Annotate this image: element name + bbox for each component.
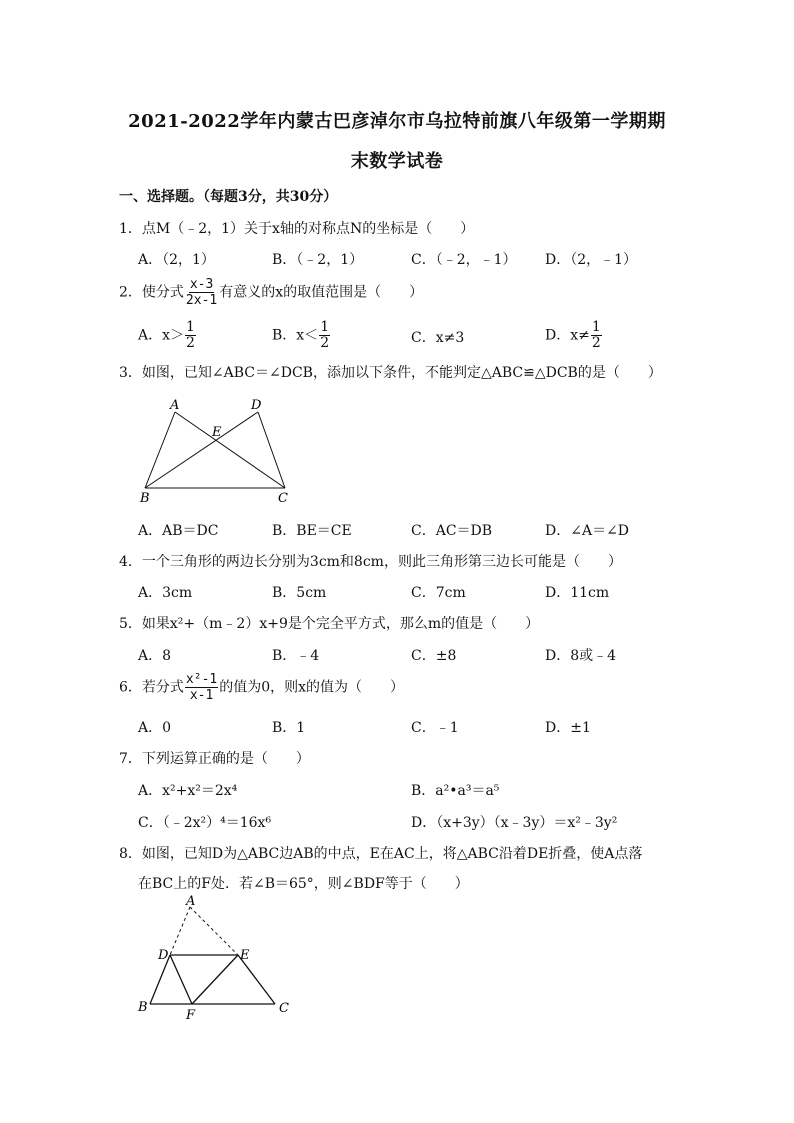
q6-stem-pre: 6．若分式 — [119, 679, 184, 696]
q2-stem-post: 有意义的x的取值范围是（ ） — [219, 284, 424, 301]
segment-ae-dashed — [190, 907, 238, 955]
frac-num: 1 — [320, 319, 330, 335]
segment-dc — [258, 412, 285, 488]
q1-option-d: D．（2，﹣1） — [545, 252, 638, 268]
q1-option-b: B．（﹣2，1） — [272, 252, 364, 268]
question-8-stem-line1: 8．如图，已知D为△ABC边AB的中点，E在AC上，将△ABC沿着DE折叠，使A点落 — [119, 846, 643, 862]
q2-option-d — [545, 320, 603, 351]
q7-option-b: B．a²•a³＝a⁵ — [411, 783, 500, 799]
q2-option-b-frac — [319, 320, 330, 351]
label-a: A — [186, 894, 196, 909]
q3-option-c: C．AC＝DB — [411, 523, 493, 539]
q2-option-d-frac — [591, 320, 602, 351]
q7-option-d: D．（x+3y）（x﹣3y）＝x²﹣3y² — [411, 815, 618, 831]
question-8-stem-line2: 在BC上的F处．若∠B＝65°，则∠BDF等于（ ） — [138, 876, 469, 892]
q5-option-c: C．±8 — [411, 648, 457, 664]
q2-frac-den: 2x-1 — [185, 293, 218, 308]
segment-ef — [192, 955, 238, 1004]
question-1-stem: 1．点M（﹣2，1）关于x轴的对称点N的坐标是（ ） — [119, 221, 475, 237]
q2-option-a — [138, 320, 197, 351]
q2-fraction — [185, 277, 218, 308]
label-c: C — [278, 491, 288, 506]
question-6-stem — [119, 672, 404, 703]
label-b: B — [138, 1000, 148, 1015]
q1-option-c: C．（﹣2，﹣1） — [411, 252, 517, 268]
q3-option-d: D．∠A＝∠D — [545, 523, 630, 539]
q4-option-c: C．7cm — [411, 585, 466, 601]
q2-option-b — [272, 320, 331, 351]
q6-frac-den: x-1 — [189, 688, 214, 703]
q6-fraction — [185, 672, 218, 703]
q5-option-a: A．8 — [138, 648, 172, 664]
q5-option-b: B．﹣4 — [272, 648, 320, 664]
label-b: B — [140, 491, 150, 506]
question-3-stem: 3．如图，已知∠ABC＝∠DCB，添加以下条件，不能判定△ABC≌△DCB的是（ ） — [119, 365, 662, 381]
q4-option-a: A．3cm — [138, 585, 193, 601]
label-e: E — [240, 948, 250, 963]
label-d: D — [158, 948, 169, 963]
q6-option-b: B．1 — [272, 720, 306, 736]
q4-option-d: D．11cm — [545, 585, 610, 601]
q2-option-d-label: D．x≠ — [545, 327, 590, 344]
question-4-stem: 4．一个三角形的两边长分别为3cm和8cm，则此三角形第三边长可能是（ ） — [119, 554, 622, 570]
q6-option-d: D．±1 — [545, 720, 591, 736]
q7-option-a: A．x²+x²＝2x⁴ — [138, 783, 238, 799]
q2-stem-pre: 2．使分式 — [119, 284, 184, 301]
exam-title-line2: 末数学试卷 — [350, 151, 444, 172]
q2-option-a-label: A．x＞ — [138, 327, 185, 344]
label-e: E — [212, 425, 222, 440]
frac-den: 2 — [320, 335, 330, 351]
label-c: C — [279, 1001, 289, 1016]
q7-option-c: C．（﹣2x²）⁴＝16x⁶ — [138, 815, 272, 831]
q2-option-a-frac — [185, 320, 196, 351]
label-f: F — [186, 1008, 196, 1023]
question-2-stem — [119, 277, 423, 308]
question-7-stem: 7．下列运算正确的是（ ） — [119, 751, 310, 767]
q6-frac-num: x²-1 — [185, 672, 218, 687]
q2-option-b-label: B．x＜ — [272, 327, 319, 344]
q3-option-b: B．BE＝CE — [272, 523, 352, 539]
q1-option-a: A．（2，1） — [138, 252, 215, 268]
segment-df — [170, 955, 192, 1004]
label-d: D — [251, 398, 262, 413]
q5-option-d: D．8或﹣4 — [545, 648, 617, 664]
segment-ac — [175, 412, 285, 488]
q6-stem-post: 的值为0，则x的值为（ ） — [219, 679, 405, 696]
q8-figure — [130, 893, 300, 1023]
frac-den: 2 — [186, 335, 195, 351]
segment-ad-dashed — [170, 907, 190, 955]
segment-ab — [145, 412, 175, 488]
q6-option-a: A．0 — [138, 720, 172, 736]
label-a: A — [170, 398, 180, 413]
q6-option-c: C．﹣1 — [411, 720, 459, 736]
q4-option-b: B．5cm — [272, 585, 327, 601]
exam-title-line1: 2021-2022学年内蒙古巴彦淖尔市乌拉特前旗八年级第一学期期 — [128, 111, 666, 132]
q2-frac-num: x-3 — [189, 277, 214, 292]
q2-option-c: C．x≠3 — [411, 330, 465, 346]
frac-den: 2 — [591, 335, 601, 351]
q3-figure — [130, 390, 310, 510]
segment-db — [145, 412, 258, 488]
q3-option-a: A．AB＝DC — [138, 523, 219, 539]
frac-num: 1 — [186, 319, 195, 335]
section-heading: 一、选择题。（每题3分，共30分） — [119, 189, 338, 205]
frac-num: 1 — [591, 319, 601, 335]
question-5-stem: 5．如果x²+（m﹣2）x+9是个完全平方式，那么m的值是（ ） — [119, 616, 540, 632]
